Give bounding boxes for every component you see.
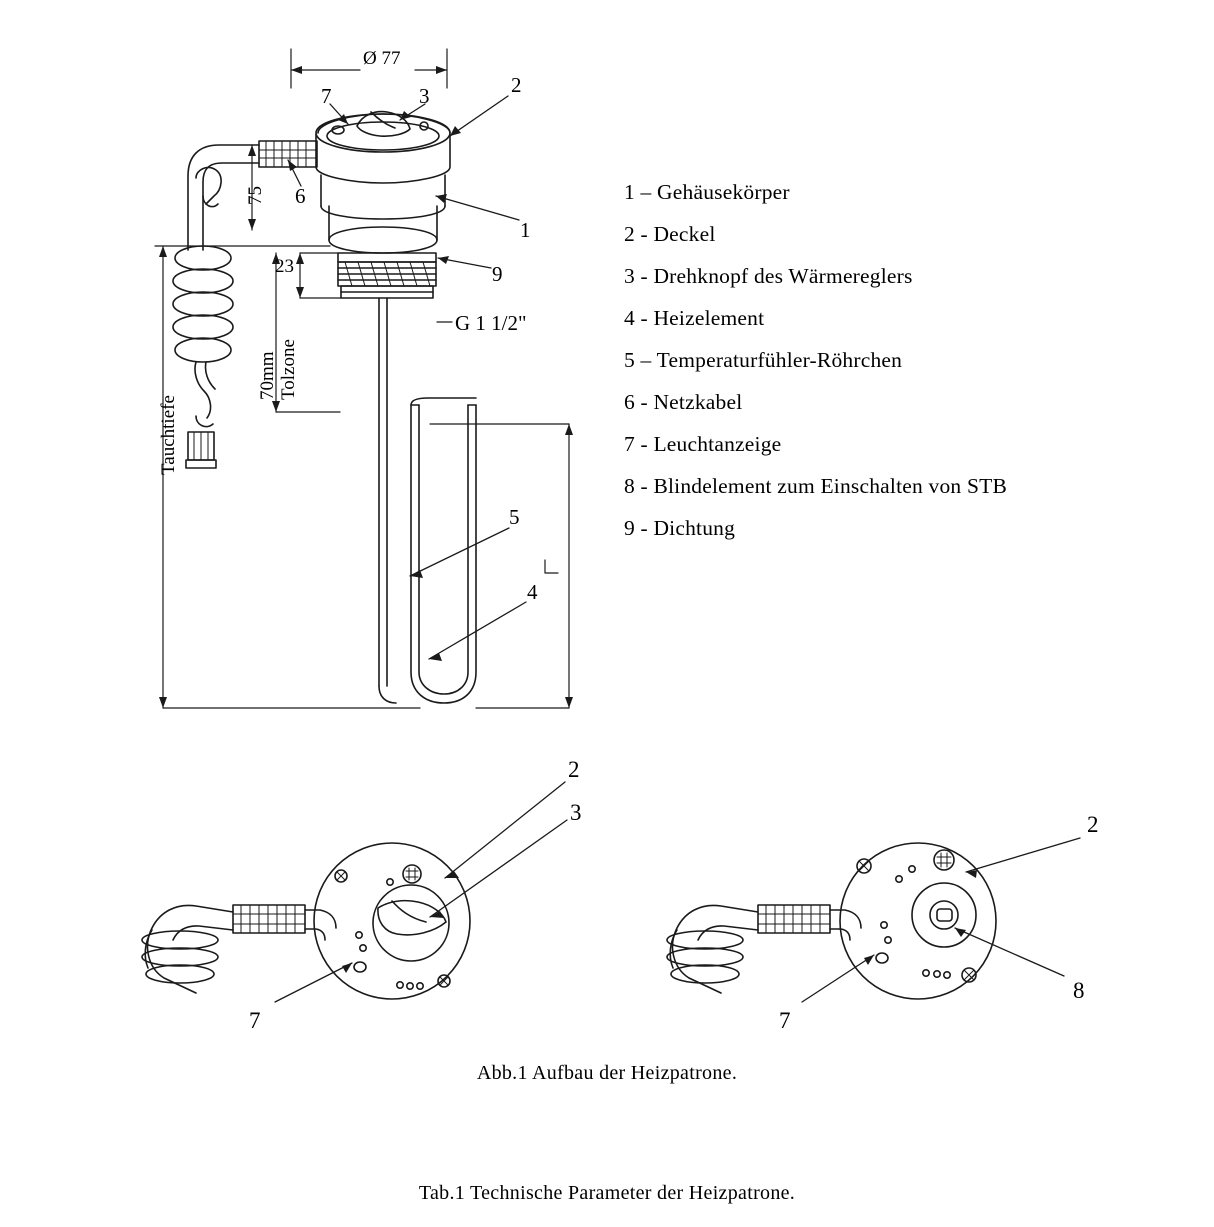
legend-item-8: 8 - Blindelement zum Einschalten von STB	[624, 474, 1007, 498]
callout-left-2: 2	[568, 757, 580, 782]
legend-item-4: 4 - Heizelement	[624, 306, 765, 330]
callout-main-4: 4	[527, 580, 538, 604]
figure-caption: Abb.1 Aufbau der Heizpatrone.	[476, 1062, 738, 1084]
callout-right-8: 8	[1073, 978, 1085, 1003]
legend-item-3: 3 - Drehknopf des Wärmereglers	[624, 264, 913, 288]
top-view-left	[142, 843, 470, 999]
leaders-main-view	[288, 96, 526, 661]
callout-left-3: 3	[570, 800, 582, 825]
dimension-label-immersion-depth: Tauchtiefe	[158, 395, 179, 475]
thread-section	[338, 253, 436, 298]
callout-main-7: 7	[321, 84, 332, 108]
dimension-label-23: 23	[275, 256, 294, 277]
dimension-23	[296, 253, 341, 298]
legend-item-9: 9 - Dichtung	[624, 516, 736, 540]
callout-main-9: 9	[492, 262, 503, 286]
legend-item-5: 5 – Temperaturfühler-Röhrchen	[624, 348, 903, 372]
callout-main-5: 5	[509, 505, 520, 529]
dimension-label-thread: G 1 1/2"	[455, 311, 527, 335]
dimension-label-diameter: Ø 77	[363, 48, 401, 69]
callout-main-1: 1	[520, 218, 531, 242]
callout-main-3: 3	[419, 84, 430, 108]
dimension-label-zone: Tolzone	[278, 339, 299, 400]
callout-main-6: 6	[295, 184, 306, 208]
dimension-element-length	[430, 424, 573, 708]
legend-item-6: 6 - Netzkabel	[624, 390, 743, 414]
callout-right-7: 7	[779, 1008, 791, 1033]
sensor-tube	[379, 298, 396, 703]
legend-item-7: 7 - Leuchtanzeige	[624, 432, 782, 456]
callout-main-2: 2	[511, 73, 522, 97]
top-view-right	[667, 843, 996, 999]
housing-body	[321, 175, 445, 253]
callout-left-7: 7	[249, 1008, 261, 1033]
dimension-label-75: 75	[245, 186, 266, 205]
housing-cap	[316, 112, 450, 183]
callout-right-2: 2	[1087, 812, 1099, 837]
legend-item-2: 2 - Deckel	[624, 222, 716, 246]
legend	[624, 182, 1144, 560]
heating-element	[411, 398, 476, 703]
legend-item-1: 1 – Gehäusekörper	[624, 180, 790, 204]
table-caption: Tab.1 Technische Parameter der Heizpatrone.	[418, 1182, 796, 1204]
dimension-label-70mm: 70mm	[257, 351, 278, 400]
